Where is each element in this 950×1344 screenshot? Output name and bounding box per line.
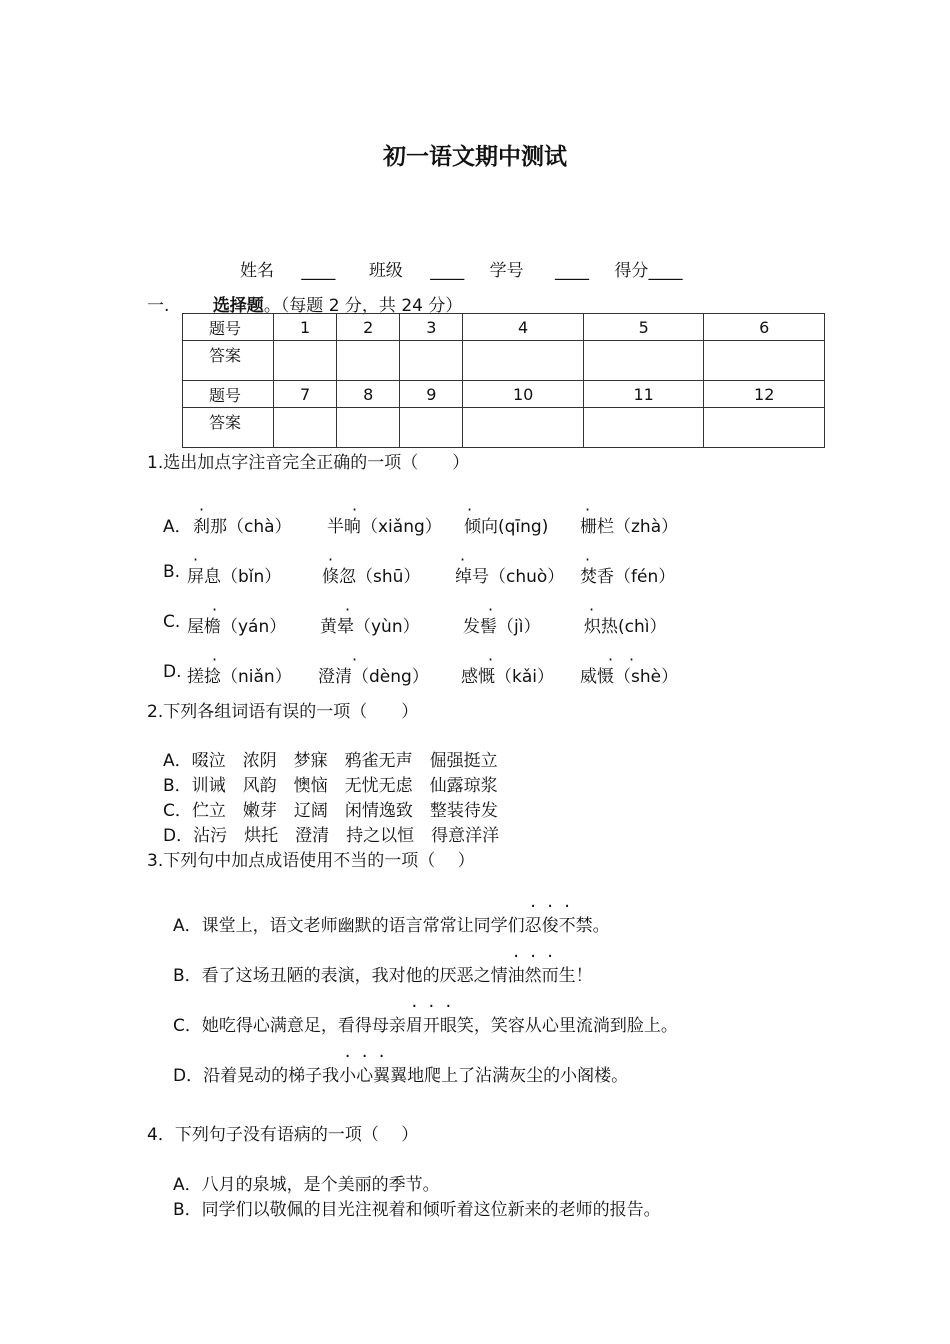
question-3-stem: 3.下列句中加点成语使用不当的一项（ ） <box>147 851 475 871</box>
header-label: 题号 <box>183 381 274 408</box>
emphasis-dot: · <box>212 600 218 619</box>
name-blank[interactable]: ____ <box>301 261 336 281</box>
option-label: B. <box>163 562 181 582</box>
sentence-text: 禁。 <box>575 916 610 936</box>
option-word: 半晌（xiǎng） <box>327 517 442 537</box>
emphasis-dot: · <box>193 550 199 569</box>
question-4-option-a: A．八月的泉城，是个美丽的季节。 <box>173 1175 440 1195</box>
option-word: 屋檐（yán） <box>187 617 287 637</box>
answer-cell[interactable] <box>704 341 825 381</box>
score-blank[interactable]: ____ <box>648 261 683 281</box>
question-2-stem: 2.下列各组词语有误的一项（ ） <box>147 702 419 722</box>
sentence-text: C．她吃得心满意足，看得母亲 <box>173 1016 406 1036</box>
emphasis-dot: · <box>352 500 358 519</box>
student-info-row <box>240 256 682 281</box>
question-number: 6 <box>704 314 825 341</box>
question-2-option-b: B．训诫 风韵 懊恼 无忧无虑 仙露琼浆 <box>163 776 498 796</box>
question-number: 1 <box>274 314 337 341</box>
option-word: 炽热(chì） <box>584 617 667 637</box>
table-row <box>183 341 825 381</box>
emphasis-dot: · <box>488 650 494 669</box>
option-word: 倏忽（shū） <box>322 567 421 587</box>
option-label: C. <box>163 612 181 632</box>
dotted-char: 油 <box>507 966 525 986</box>
question-number: 9 <box>400 381 463 408</box>
question-3-option-a <box>173 911 610 936</box>
dotted-char: 眼 <box>439 1016 457 1036</box>
sentence-text: A．课堂上，语文老师幽默的语言常常让同学们 <box>173 916 525 936</box>
question-1-option-b <box>163 562 676 587</box>
question-1-stem: 1.选出加点字注音完全正确的一项（ ） <box>147 453 470 473</box>
name-label: 姓名 <box>240 261 274 281</box>
answer-cell[interactable] <box>463 341 584 381</box>
answer-label: 答案 <box>183 341 274 381</box>
emphasis-dot: · <box>212 650 218 669</box>
emphasis-dot: · <box>467 500 473 519</box>
question-3-option-b <box>173 961 593 986</box>
question-number: 11 <box>583 381 704 408</box>
dotted-char: 而 <box>541 966 559 986</box>
dotted-char: 心 <box>356 1066 374 1086</box>
option-word: 倾向(qīng) <box>464 517 549 537</box>
answer-cell[interactable] <box>400 408 463 448</box>
score-label: 得分 <box>614 261 649 281</box>
dotted-char: 忍 <box>524 916 542 936</box>
answer-cell[interactable] <box>583 341 704 381</box>
question-3-option-c <box>173 1011 678 1036</box>
sentence-text: 生！ <box>558 966 593 986</box>
answer-cell[interactable] <box>463 408 584 448</box>
id-label: 学号 <box>489 261 524 281</box>
question-2-option-d: D．沾污 烘托 澄清 持之以恒 得意洋洋 <box>163 826 500 846</box>
answer-cell[interactable] <box>274 408 337 448</box>
question-number: 12 <box>704 381 825 408</box>
question-3-option-d <box>173 1061 628 1086</box>
option-word: 澄清（dèng） <box>318 667 429 687</box>
question-2-option-c: C．伫立 嫩芽 辽阔 闲情逸致 整装待发 <box>163 801 498 821</box>
question-number: 2 <box>337 314 400 341</box>
emphasis-dot: · <box>352 650 358 669</box>
table-row <box>183 314 825 341</box>
table-row <box>183 408 825 448</box>
sentence-text: 翼地爬上了沾满灰尘的小阁楼。 <box>390 1066 629 1086</box>
emphasis-dot: · <box>585 550 591 569</box>
answer-cell[interactable] <box>583 408 704 448</box>
question-number: 4 <box>463 314 584 341</box>
dotted-idiom <box>339 1066 390 1086</box>
dotted-char: 不 <box>558 916 576 936</box>
dotted-char: 开 <box>422 1016 440 1036</box>
dotted-char: 俊 <box>541 916 559 936</box>
option-word: 搓捻（niǎn） <box>187 667 292 687</box>
emphasis-dot: · <box>345 600 351 619</box>
dotted-idiom <box>508 966 559 986</box>
emphasis-dot: · <box>629 650 635 669</box>
answer-cell[interactable] <box>337 408 400 448</box>
question-1-option-c <box>163 612 667 637</box>
section-note: 。（每题 2 分，共 24 分） <box>263 296 463 316</box>
answer-cell[interactable] <box>704 408 825 448</box>
class-label: 班级 <box>368 261 403 281</box>
section-number: 一. <box>147 296 170 316</box>
page-title: 初一语文期中测试 <box>383 144 567 170</box>
answer-cell[interactable] <box>337 341 400 381</box>
emphasis-dot: · <box>488 600 494 619</box>
dotted-char: 眉 <box>405 1016 423 1036</box>
question-4-stem: 4．下列句子没有语病的一项（ ） <box>147 1125 419 1145</box>
answer-table <box>182 313 825 448</box>
question-4-option-b: B．同学们以敬佩的目光注视着和倾听着这位新来的老师的报告。 <box>173 1200 661 1220</box>
option-word: 绰号（chuò） <box>455 567 565 587</box>
question-number: 5 <box>583 314 704 341</box>
emphasis-dot: · <box>328 550 334 569</box>
question-2-option-a: A．啜泣 浓阴 梦寐 鸦雀无声 倔强挺立 <box>163 751 498 771</box>
option-word: 黄晕（yùn） <box>320 617 420 637</box>
question-number: 8 <box>337 381 400 408</box>
answer-cell[interactable] <box>274 341 337 381</box>
option-word: 焚香（fén） <box>580 567 676 587</box>
option-word: 栅栏（zhà） <box>580 517 679 537</box>
option-label: D. <box>163 662 182 682</box>
sentence-text: B．看了这场丑陋的表演，我对他的厌恶之情 <box>173 966 508 986</box>
question-number: 7 <box>274 381 337 408</box>
answer-label: 答案 <box>183 408 274 448</box>
option-word: 发髻（jì） <box>463 617 541 637</box>
sentence-text: 笑，笑容从心里流淌到脸上。 <box>456 1016 678 1036</box>
option-word: 刹那（chà） <box>193 517 292 537</box>
question-number: 10 <box>463 381 584 408</box>
emphasis-dot: · <box>608 650 614 669</box>
dotted-idiom <box>406 1016 457 1036</box>
emphasis-dot: · <box>585 500 591 519</box>
id-blank[interactable]: ____ <box>555 261 590 281</box>
table-row <box>183 381 825 408</box>
option-label: A． <box>163 517 192 537</box>
answer-cell[interactable] <box>400 341 463 381</box>
question-1-option-d <box>163 662 679 687</box>
dotted-char: 翼 <box>373 1066 391 1086</box>
header-label: 题号 <box>183 314 274 341</box>
dotted-char: 然 <box>524 966 542 986</box>
emphasis-dot: · <box>460 550 466 569</box>
emphasis-dot: · <box>589 600 595 619</box>
dotted-idiom <box>525 916 576 936</box>
class-blank[interactable]: ____ <box>430 261 465 281</box>
dotted-char: 小 <box>339 1066 357 1086</box>
section-title: 选择题 <box>212 296 264 316</box>
option-word: 屏息（bǐn） <box>187 567 282 587</box>
option-word: 威慑（shè） <box>580 667 679 687</box>
emphasis-dot: · <box>199 500 205 519</box>
question-number: 3 <box>400 314 463 341</box>
sentence-text: D．沿着晃动的梯子我 <box>173 1066 340 1086</box>
option-word: 感慨（kǎi） <box>461 667 554 687</box>
question-1-option-a <box>163 512 679 537</box>
